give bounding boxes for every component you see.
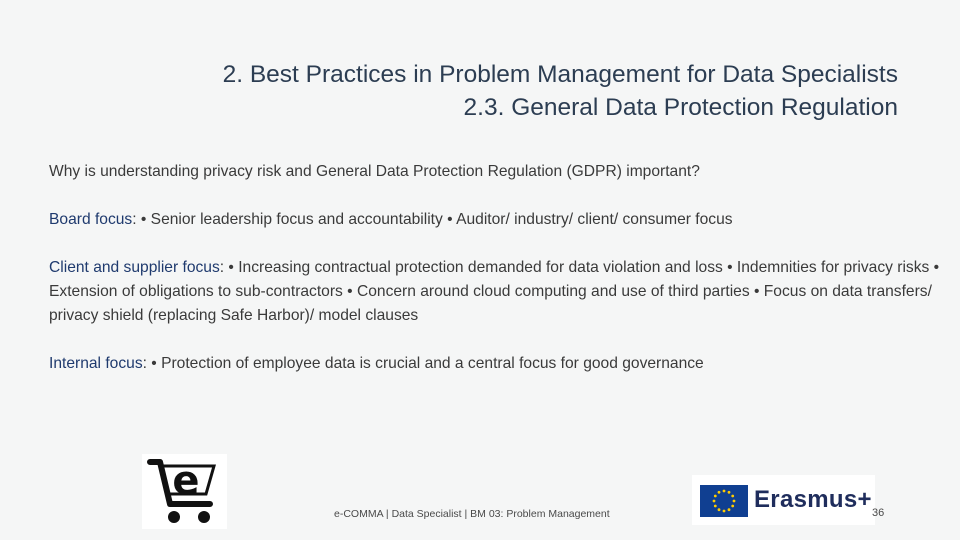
footer-text: e-COMMA | Data Specialist | BM 03: Problem Management xyxy=(334,508,610,520)
shopping-cart-icon xyxy=(142,454,227,529)
title-line-2: 2.3. General Data Protection Regulation xyxy=(463,94,898,121)
page-number: 36 xyxy=(872,507,885,519)
intro-paragraph: Why is understanding privacy risk and General Data Protection Regulation (GDPR) important? xyxy=(49,163,700,180)
internal-focus-text: : • Protection of employee data is crucial and a central focus for good governance xyxy=(142,355,704,372)
ecomma-logo xyxy=(142,454,227,529)
internal-focus-paragraph xyxy=(49,352,944,376)
client-focus-heading: Client and supplier focus xyxy=(49,259,220,276)
eu-flag-icon xyxy=(700,485,748,517)
board-focus-heading: Board focus xyxy=(49,211,133,228)
slide-title xyxy=(60,58,898,124)
erasmus-logo xyxy=(692,475,875,525)
ecomma-letter: e xyxy=(172,458,200,504)
slide-content xyxy=(49,160,944,400)
board-focus-paragraph xyxy=(49,208,944,232)
client-focus-paragraph xyxy=(49,256,944,328)
title-line-1: 2. Best Practices in Problem Management for Data Specialists xyxy=(222,61,898,88)
internal-focus-heading: Internal focus xyxy=(49,355,143,372)
erasmus-wordmark: Erasmus+ xyxy=(754,486,872,513)
client-focus-text: : • Increasing contractual protection demanded for data violation and loss • Indemnities for privacy risks • Extension of obligations to sub-contractors • Concern around cloud computing and use of third parties • Focus on data transfers/ privacy shield (replacing Safe Harbor)/ model clauses xyxy=(49,259,940,324)
board-focus-text: : • Senior leadership focus and accountability • Auditor/ industry/ client/ consumer focus xyxy=(132,211,733,228)
